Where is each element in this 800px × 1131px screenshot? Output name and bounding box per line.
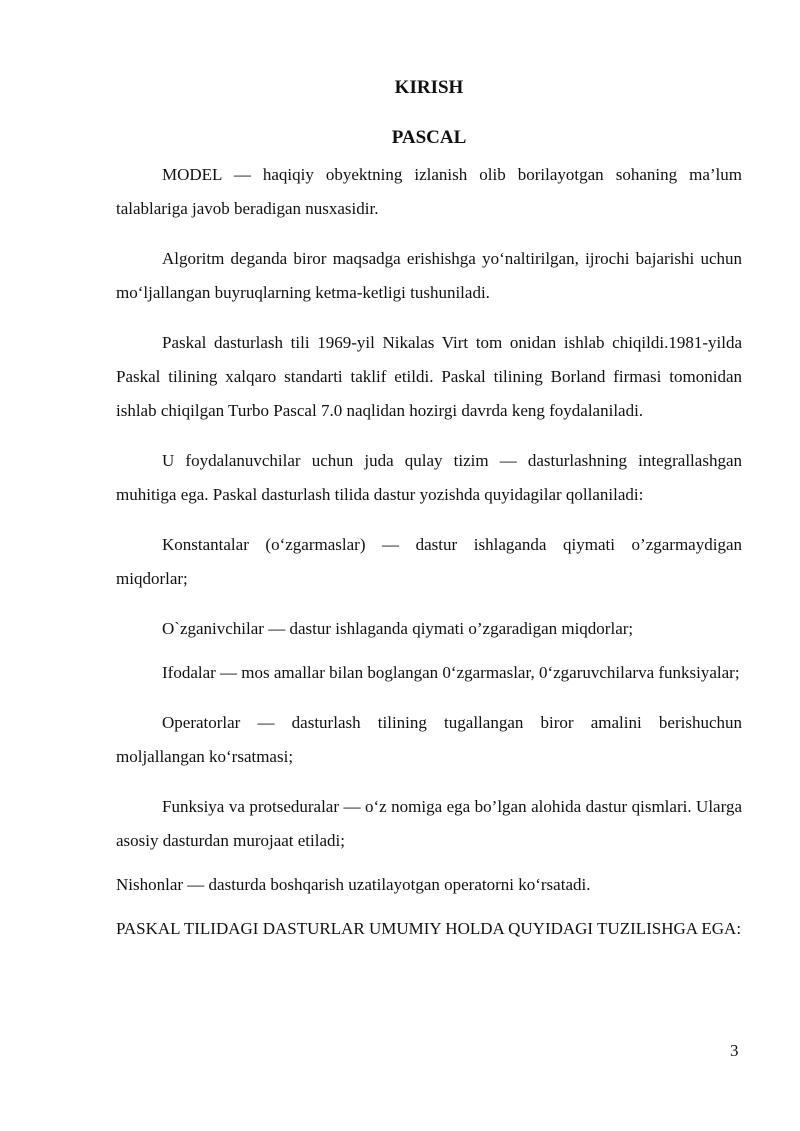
paragraph-structure-heading: PASKAL TILIDAGI DASTURLAR UMUMIY HOLDA QUYIDAGI TUZILISHGA EGA: [116,919,742,938]
paragraph-paskal-history: Paskal dasturlash tili 1969-yil Nikalas Virt tom onidan ishlab chiqildi.1981-yilda Paskal tilining xalqaro standarti taklif etildi. Paskal tilining Borland firmasi tomonidan ishlab chiqilgan Turbo Pascal 7.0 naqlidan hozirgi davrda keng foydalaniladi. [116,333,742,420]
page-number: 3 [730,1041,739,1060]
paragraph-ifodalar: Ifodalar — mos amallar bilan boglangan 0‘zgarmaslar, 0‘zgaruvchilarva funksiyalar; [162,663,740,682]
page-content [116,74,742,962]
paragraph-konstantalar: Konstantalar (o‘zgarmaslar) — dastur ishlaganda qiymati o’zgarmaydigan miqdorlar; [116,535,742,588]
paragraph-model: MODEL — haqiqiy obyektning izlanish olib borilayotgan sohaning ma’lum talablariga javob beradigan nusxasidir. [116,165,742,218]
heading-pascal: PASCAL [391,127,467,148]
paragraph-funksiya: Funksiya va protseduralar — o‘z nomiga ega bo’lgan alohida dastur qismlari. Ularga asosiy dasturdan murojaat etiladi; [116,797,742,850]
paragraph-operatorlar: Operatorlar — dasturlash tilining tugallangan biror amalini berishuchun moljallangan ko‘rsatmasi; [116,713,742,766]
paragraph-nishonlar: Nishonlar — dasturda boshqarish uzatilayotgan operatorni ko‘rsatadi. [116,875,591,894]
paragraph-environment: U foydalanuvchilar uchun juda qulay tizim — dasturlashning integrallashgan muhitiga ega. Paskal dasturlash tilida dastur yozishda quyidagilar qollaniladi: [116,451,742,504]
paragraph-algoritm: Algoritm deganda biror maqsadga erishishga yo‘naltirilgan, ijrochi bajarishi uchun mo‘ljallangan buyruqlarning ketma-ketligi tushuniladi. [116,249,742,302]
paragraph-ozgaruvchilar: O`zganivchilar — dastur ishlaganda qiymati o’zgaradigan miqdorlar; [162,619,634,638]
heading-kirish: KIRISH [394,77,464,98]
